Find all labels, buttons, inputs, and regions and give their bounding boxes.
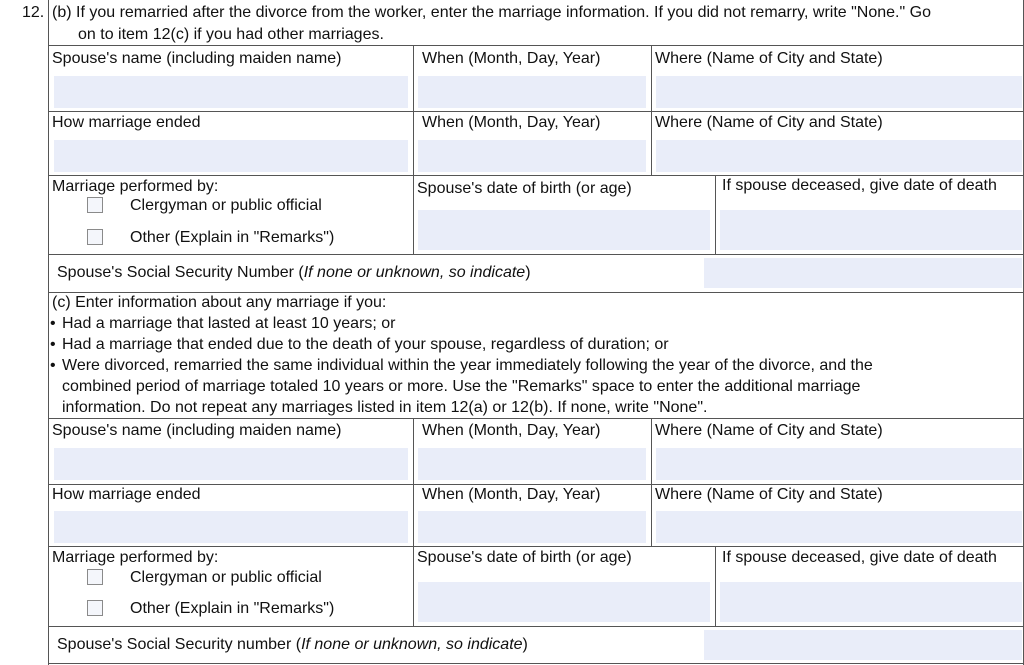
c-row1-div1: [413, 418, 414, 484]
c-death-date-field[interactable]: [720, 582, 1022, 622]
c-ssn-field[interactable]: [704, 630, 1022, 660]
b-when-married-field[interactable]: [418, 76, 646, 108]
b-where-married-field[interactable]: [656, 76, 1022, 108]
b-where-ended-label: Where (Name of City and State): [655, 114, 883, 131]
c-bullet2: Had a marriage that ended due to the death of your spouse, regardless of duration; or: [62, 336, 669, 353]
b-row1-top-rule: [48, 45, 1024, 46]
b-row1-div2: [651, 45, 652, 111]
c-row3-div2: [715, 546, 716, 626]
b-when-ended-label: When (Month, Day, Year): [422, 114, 601, 131]
c-performed-by-label: Marriage performed by:: [52, 549, 219, 566]
b-row3-div1: [413, 175, 414, 254]
b-how-ended-field[interactable]: [54, 140, 408, 172]
c-bullet2-dot: •: [50, 336, 56, 353]
c-row3-div1: [413, 546, 414, 626]
b-row1-div1: [413, 45, 414, 111]
b-death-date-label: If spouse deceased, give date of death: [722, 177, 997, 194]
b-performed-by-label: Marriage performed by:: [52, 178, 219, 195]
c-where-married-label: Where (Name of City and State): [655, 422, 883, 439]
b-ssn-label: Spouse's Social Security Number (If none or unknown, so indicate): [57, 264, 531, 281]
c-other-label: Other (Explain in "Remarks"): [130, 600, 335, 617]
b-clergy-label: Clergyman or public official: [130, 197, 322, 214]
c-row2-div1: [413, 484, 414, 546]
c-row4-top-rule: [48, 626, 1024, 627]
b-where-ended-field[interactable]: [656, 140, 1022, 172]
left-margin-rule: [48, 0, 49, 665]
c-when-ended-field[interactable]: [418, 511, 646, 543]
b-other-checkbox[interactable]: [87, 229, 103, 245]
b-row3-div2: [715, 175, 716, 254]
c-where-married-field[interactable]: [656, 448, 1022, 480]
c-how-ended-field[interactable]: [54, 511, 408, 543]
b-instructions-line2: on to item 12(c) if you had other marriages.: [78, 26, 384, 43]
b-when-married-label: When (Month, Day, Year): [422, 50, 601, 67]
b-clergy-checkbox[interactable]: [87, 197, 103, 213]
c-when-married-label: When (Month, Day, Year): [422, 422, 601, 439]
b-dob-label: Spouse's date of birth (or age): [417, 180, 632, 197]
b-ssn-field[interactable]: [704, 258, 1022, 288]
c-ssn-label: Spouse's Social Security number (If none or unknown, so indicate): [57, 636, 528, 653]
b-spouse-name-label: Spouse's name (including maiden name): [52, 50, 342, 67]
b-where-married-label: Where (Name of City and State): [655, 50, 883, 67]
c-row2-div2: [651, 484, 652, 546]
b-row2-div1: [413, 111, 414, 175]
b-row3-top-rule: [48, 175, 1024, 176]
c-other-checkbox[interactable]: [87, 600, 103, 616]
c-bottom-rule: [48, 663, 1024, 664]
item-number: 12.: [22, 4, 45, 21]
c-spouse-name-field[interactable]: [54, 448, 408, 480]
c-spouse-name-label: Spouse's name (including maiden name): [52, 422, 342, 439]
c-bullet3-line3: information. Do not repeat any marriages listed in item 12(a) or 12(b). If none, write "None".: [62, 399, 708, 416]
c-clergy-label: Clergyman or public official: [130, 569, 322, 586]
b-other-label: Other (Explain in "Remarks"): [130, 229, 335, 246]
c-row2-top-rule: [48, 484, 1024, 485]
b-how-ended-label: How marriage ended: [52, 114, 201, 131]
c-clergy-checkbox[interactable]: [87, 569, 103, 585]
c-top-rule: [48, 292, 1024, 293]
b-spouse-name-field[interactable]: [54, 76, 408, 108]
c-row1-top-rule: [48, 418, 1024, 419]
c-death-date-label: If spouse deceased, give date of death: [722, 549, 997, 566]
b-when-ended-field[interactable]: [418, 140, 646, 172]
c-dob-label: Spouse's date of birth (or age): [417, 549, 632, 566]
b-row2-div2: [651, 111, 652, 175]
c-bullet3-line1: Were divorced, remarried the same individual within the year immediately following the year of the divorce, and the: [62, 357, 873, 374]
c-where-ended-field[interactable]: [656, 511, 1022, 543]
c-when-married-field[interactable]: [418, 448, 646, 480]
c-dob-field[interactable]: [418, 582, 710, 622]
b-death-date-field[interactable]: [720, 210, 1022, 250]
b-instructions-line1: (b) If you remarried after the divorce from the worker, enter the marriage information. If you did not remarry, write "None." Go: [52, 4, 931, 21]
c-row3-top-rule: [48, 546, 1024, 547]
c-bullet1-dot: •: [50, 315, 56, 332]
c-bullet3-dot: •: [50, 357, 56, 374]
b-row2-top-rule: [48, 111, 1024, 112]
c-when-ended-label: When (Month, Day, Year): [422, 486, 601, 503]
c-intro: (c) Enter information about any marriage if you:: [52, 294, 387, 311]
c-bullet3-line2: combined period of marriage totaled 10 years or more. Use the "Remarks" space to enter the additional marriage: [62, 378, 861, 395]
c-row1-div2: [651, 418, 652, 484]
c-how-ended-label: How marriage ended: [52, 486, 201, 503]
b-row4-top-rule: [48, 254, 1024, 255]
c-bullet1: Had a marriage that lasted at least 10 years; or: [62, 315, 396, 332]
b-dob-field[interactable]: [418, 210, 710, 250]
c-where-ended-label: Where (Name of City and State): [655, 486, 883, 503]
